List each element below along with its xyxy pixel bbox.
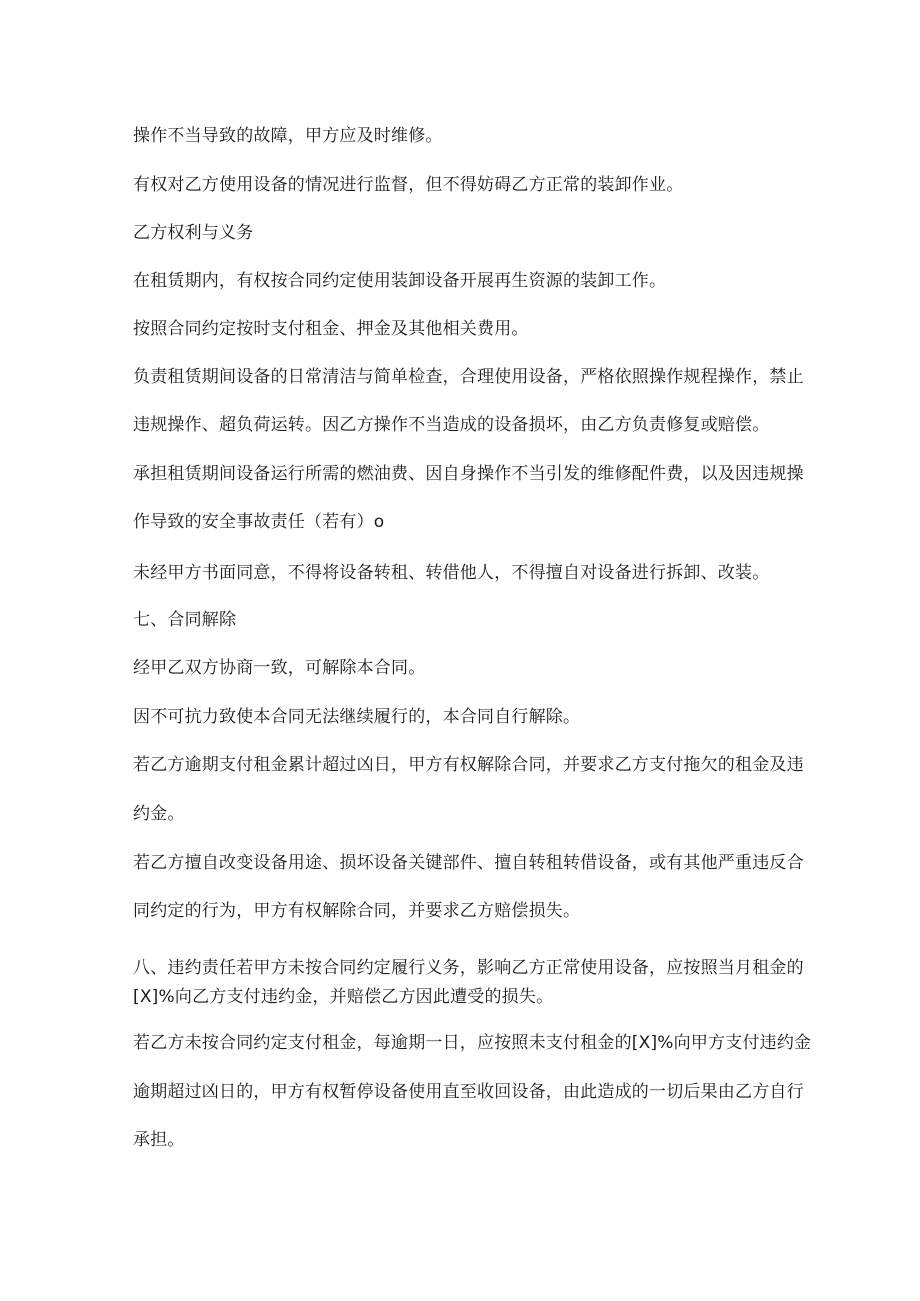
text-line: 若乙方擅自改变设备用途、损坏设备关键部件、擅自转租转借设备，或有其他严重违反合	[133, 853, 804, 873]
text-line: 违规操作、超负荷运转。因乙方操作不当造成的设备损坏，由乙方负责修复或赔偿。	[133, 415, 770, 435]
text-line: 按照合同约定按时支付租金、押金及其他相关费用。	[133, 319, 529, 339]
text-line: 同约定的行为，甲方有权解除合同，并要求乙方赔偿损失。	[133, 901, 581, 921]
text-line: 逾期超过凶日的，甲方有权暂停设备使用直至收回设备，由此造成的一切后果由乙方自行	[133, 1082, 804, 1102]
text-line: 作导致的安全事故责任（若有）o	[133, 512, 385, 532]
text-line: [X]%向乙方支付违约金，并赔偿乙方因此遭受的损失。	[133, 987, 554, 1007]
text-line: 操作不当导致的故障，甲方应及时维修。	[133, 126, 443, 146]
text-line: 因不可抗力致使本合同无法继续履行的，本合同自行解除。	[133, 707, 581, 727]
text-line: 有权对乙方使用设备的情况进行监督，但不得妨碍乙方正常的装卸作业。	[133, 175, 684, 195]
text-line: 未经甲方书面同意，不得将设备转租、转借他人，不得擅自对设备进行拆卸、改装。	[133, 563, 770, 583]
text-line: 在租赁期内，有权按合同约定使用装卸设备开展再生资源的装卸工作。	[133, 271, 667, 291]
text-line: 承担。	[133, 1130, 185, 1150]
text-line: 承担租赁期间设备运行所需的燃油费、因自身操作不当引发的维修配件费，以及因违规操	[133, 464, 804, 484]
section-heading: 七、合同解除	[133, 610, 237, 630]
text-line: 负责租赁期间设备的日常清洁与简单检查，合理使用设备，严格依照操作规程操作，禁止	[133, 367, 804, 387]
text-line: 若乙方未按合同约定支付租金，每逾期一日，应按照未支付租金的[X]%向甲方支付违约金	[133, 1033, 812, 1053]
section-heading: 八、违约责任若甲方未按合同约定履行义务，影响乙方正常使用设备，应按照当月租金的	[133, 958, 804, 978]
section-heading: 乙方权利与义务	[133, 223, 254, 243]
text-line: 经甲乙双方协商一致，可解除本合同。	[133, 658, 426, 678]
text-line: 若乙方逾期支付租金累计超过凶日，甲方有权解除合同，并要求乙方支付拖欠的租金及违	[133, 755, 804, 775]
text-line: 约金。	[133, 804, 185, 824]
